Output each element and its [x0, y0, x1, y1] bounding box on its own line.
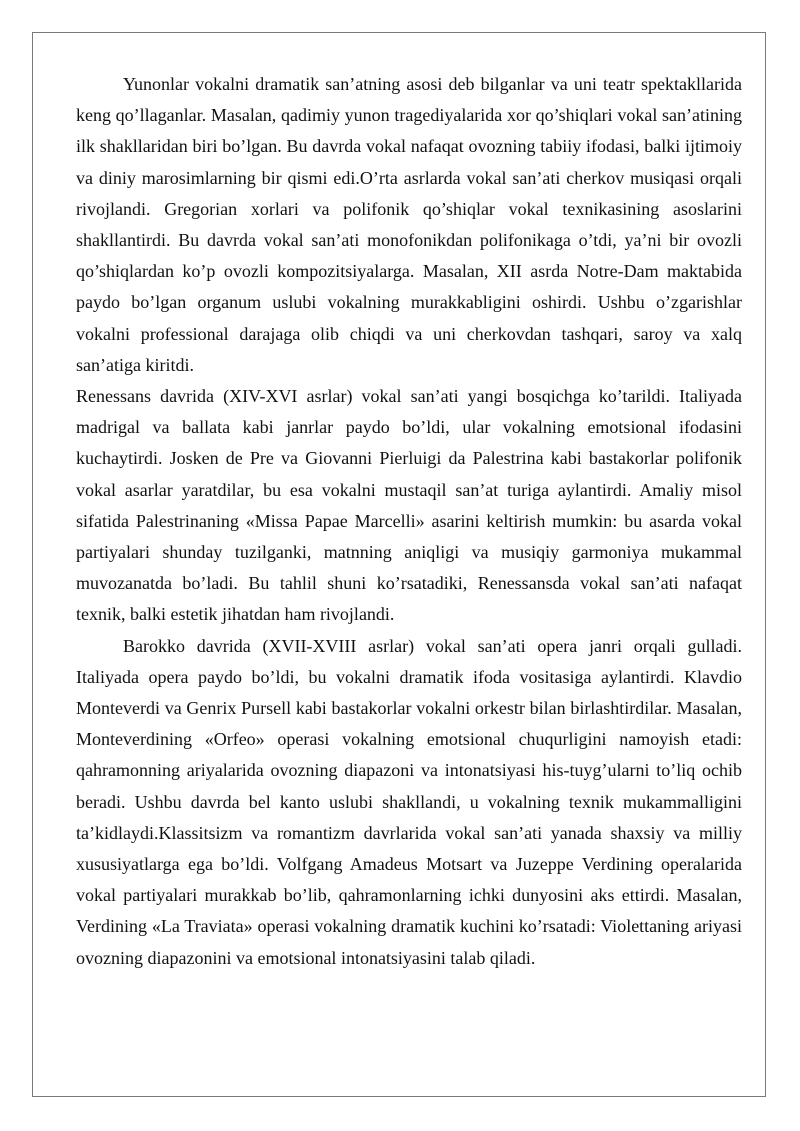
- paragraph-baroque-classical-vocal: Barokko davrida (XVII-XVIII asrlar) vokal san’ati opera janri orqali gulladi. Italiyada opera paydo bo’ldi, bu vokalni dramatik ifoda vositasiga aylantirdi. Klavdio Monteverdi va Genrix Pursell kabi bastakorlar vokalni orkestr bilan birlashtirdilar. Masalan, Monteverdining «Orfeo» operasi vokalning emotsional chuqurligini namoyish etadi: qahramonning ariyalarida ovozning diapazoni va intonatsiyasi his-tuyg’ularni to’liq ochib beradi. Ushbu davrda bel kanto uslubi shakllandi, u vokalning texnik mukammalligini ta’kidlaydi.Klassitsizm va romantizm davrlarida vokal san’ati yanada shaxsiy va milliy xususiyatlarga ega bo’ldi. Volfgang Amadeus Motsart va Juzeppe Verdining operalarida vokal partiyalari murakkab bo’lib, qahramonlarning ichki dunyosini aks ettirdi. Masalan, Verdining «La Traviata» operasi vokalning dramatik kuchini ko’rsatadi: Violettaning ariyasi ovozning diapazonini va emotsional intonatsiyasini talab qiladi.: [76, 635, 742, 968]
- paragraph-renaissance-vocal: Renessans davrida (XIV-XVI asrlar) vokal san’ati yangi bosqichga ko’tarildi. Italiyada madrigal va ballata kabi janrlar paydo bo’ldi, ular vokalning emotsional ifodasini kuchaytirdi. Josken de Pre va Giovanni Pierluigi da Palestrina kabi bastakorlar polifonik vokal asarlar yaratdilar, bu esa vokalni mustaqil san’at turiga aylantirdi. Amaliy misol sifatida Palestrinaning «Missa Papae Marcelli» asarini keltirish mumkin: bu asarda vokal partiyalari shunday tuzilganki, matnning aniqligi va musiqiy garmoniya mukammal muvozanatda bo’ladi. Bu tahlil shuni ko’rsatadiki, Renessansda vokal san’ati nafaqat texnik, balki estetik jihatdan ham rivojlandi.: [76, 386, 742, 625]
- paragraph-greek-medieval-vocal: Yunonlar vokalni dramatik san’atning asosi deb bilganlar va uni teatr spektakllarida keng qo’llaganlar. Masalan, qadimiy yunon tragediyalarida xor qo’shiqlari vokal san’atining ilk shakllaridan biri bo’lgan. Bu davrda vokal nafaqat ovozning tabiiy ifodasi, balki ijtimoiy va diniy marosimlarning bir qismi edi.O’rta asrlarda vokal san’ati cherkov musiqasi orqali rivojlandi. Gregorian xorlari va polifonik qo’shiqlar vokal texnikasining asoslarini shakllantirdi. Bu davrda vokal san’ati monofonikdan polifonikaga o’tdi, ya’ni bir ovozli qo’shiqlardan ko’p ovozli kompozitsiyalarga. Masalan, XII asrda Notre-Dam maktabida paydo bo’lgan organum uslubi vokalning murakkabligini oshirdi. Ushbu o’zgarishlar vokalni professional darajaga olib chiqdi va uni cherkovdan tashqari, saroy va xalq san’atiga kiritdi.: [76, 74, 742, 375]
- document-body: [76, 69, 742, 974]
